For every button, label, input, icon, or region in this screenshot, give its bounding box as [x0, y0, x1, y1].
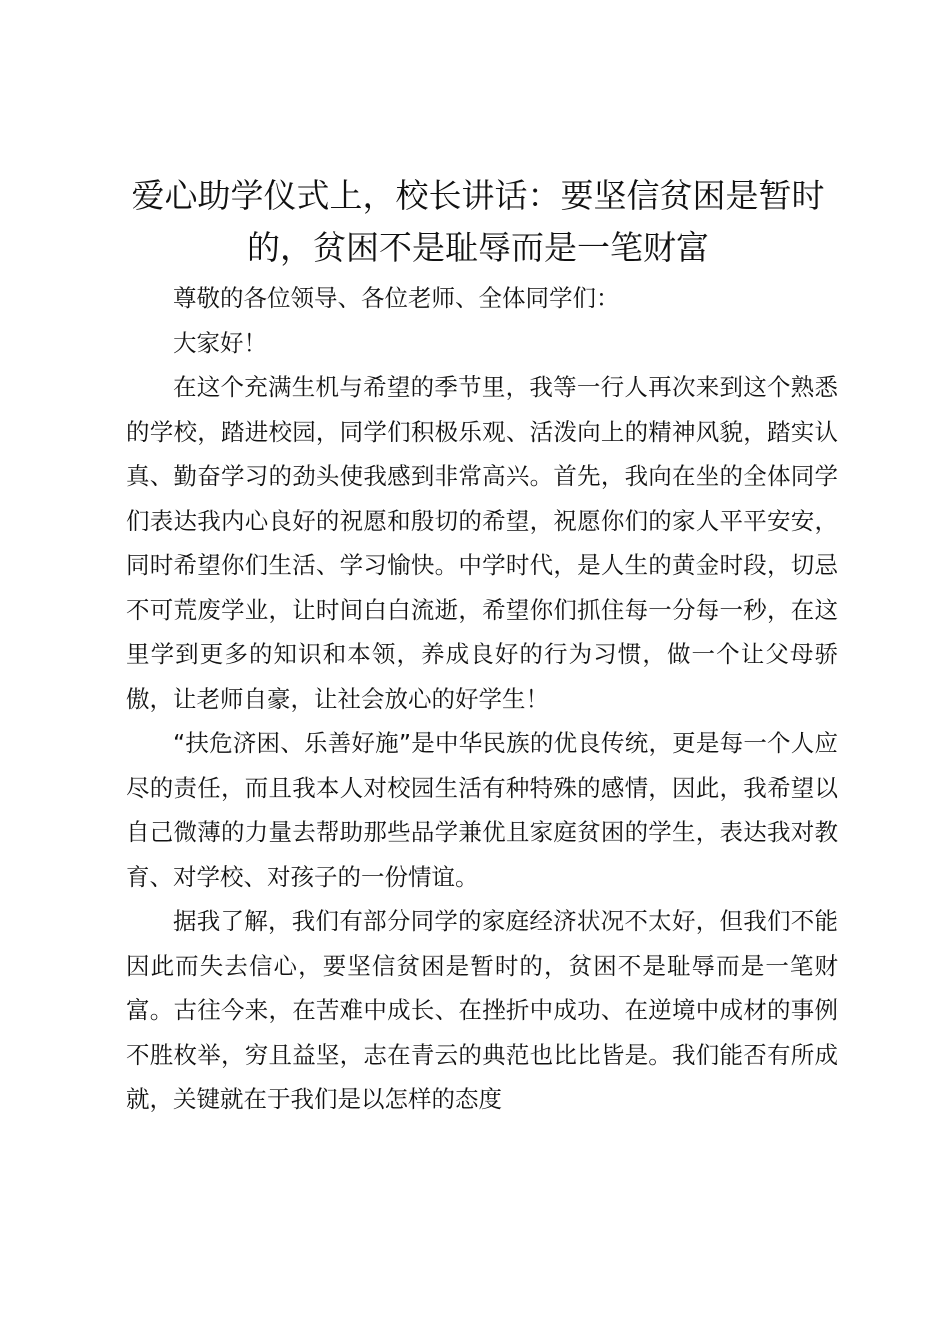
- salutation: 尊敬的各位领导、各位老师、全体同学们：: [173, 284, 620, 312]
- body-paragraph: “扶危济困、乐善好施”是中华民族的优良传统，更是每一个人应尽的责任，而且我本人对校园生活有种特殊的感情，因此，我希望以自己微薄的力量去帮助那些品学兼优且家庭贫困的学生，表达我对教育、对学校、对孩子的一份情谊。: [126, 729, 838, 891]
- greeting: 大家好！: [173, 328, 267, 357]
- body-paragraph: 据我了解，我们有部分同学的家庭经济状况不太好，但我们不能因此而失去信心，要坚信贫困是暂时的，贫困不是耻辱而是一笔财富。古往今来，在苦难中成长、在挫折中成功、在逆境中成材的事例不胜枚举，穷且益坚，志在青云的典范也比比皆是。我们能否有所成就，关键就在于我们是以怎样的态度: [126, 907, 838, 1113]
- body-paragraph: 在这个充满生机与希望的季节里，我等一行人再次来到这个熟悉的学校，踏进校园，同学们积极乐观、活泼向上的精神风貌，踏实认真、勤奋学习的劲头使我感到非常高兴。首先，我向在坐的全体同学们表达我内心良好的祝愿和殷切的希望，祝愿你们的家人平平安安，同时希望你们生活、学习愉快。中学时代，是人生的黄金时段，切忌不可荒废学业，让时间白白流逝，希望你们抓住每一分每一秒，在这里学到更多的知识和本领，养成良好的行为习惯，做一个让父母骄傲，让老师自豪，让社会放心的好学生！: [126, 373, 838, 713]
- document-title: 爱心助学仪式上，校长讲话：要坚信贫困是暂时的，贫困不是耻辱而是一笔财富: [131, 176, 825, 267]
- document-body: [126, 276, 838, 1122]
